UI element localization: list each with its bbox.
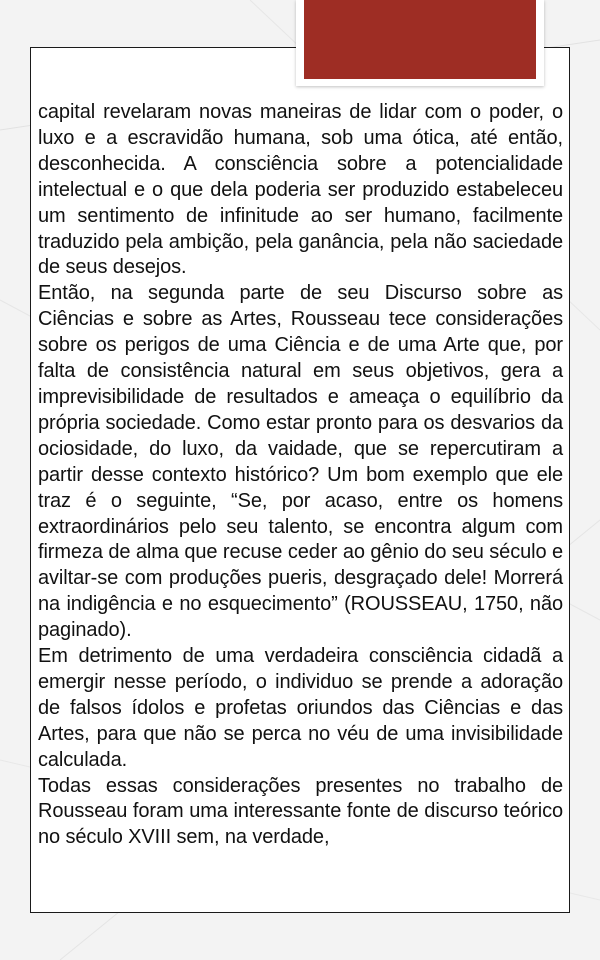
paragraph: capital revelaram novas maneiras de lidar com o poder, o luxo e a escravidão humana, sob uma ótica, até então, desconhecida. A consciência sobre a potencialidade intelectual e o que dela poderia ser produzido estabeleceu um sentimento de infinitude ao ser humano, facilmente traduzido pela ambição, pela ganância, pela não saciedade de seus desejos. — [38, 101, 563, 279]
paragraph: Então, na segunda parte de seu Discurso sobre as Ciências e sobre as Artes, Rousseau tece considerações sobre os perigos de uma Ciência e de uma Arte que, por falta de consistência natural em seus objetivos, gera a imprevisibilidade de resultados e ameaça o equilíbrio da própria sociedade. Como estar pronto para os desvarios da ociosidade, do luxo, da vaidade, que se repercutiram a partir desse contexto histórico? Um bom exemplo que ele traz é o seguinte, “Se, por acaso, entre os homens extraordinários pelo seu talento, se encontra algum com firmeza de alma que recuse ceder ao gênio do seu século e aviltar-se com produções pueris, desgraçado dele! Morrerá na indigência e no esquecimento” (ROUSSEAU, 1750, não paginado). — [38, 282, 563, 642]
text-panel — [30, 47, 570, 913]
paragraph: Em detrimento de uma verdadeira consciência cidadã a emergir nesse período, o individuo se prende a adoração de falsos ídolos e profetas oriundos das Ciências e das Artes, para que não se perca no véu de uma invisibilidade calculada. — [38, 645, 563, 771]
paragraph: Todas essas considerações presentes no trabalho de Rousseau foram uma interessante fonte de discurso teórico no século XVIII sem, na verdade, — [38, 774, 563, 849]
body-text — [38, 100, 563, 851]
title-tab — [296, 0, 544, 86]
red-accent-block — [304, 0, 536, 79]
